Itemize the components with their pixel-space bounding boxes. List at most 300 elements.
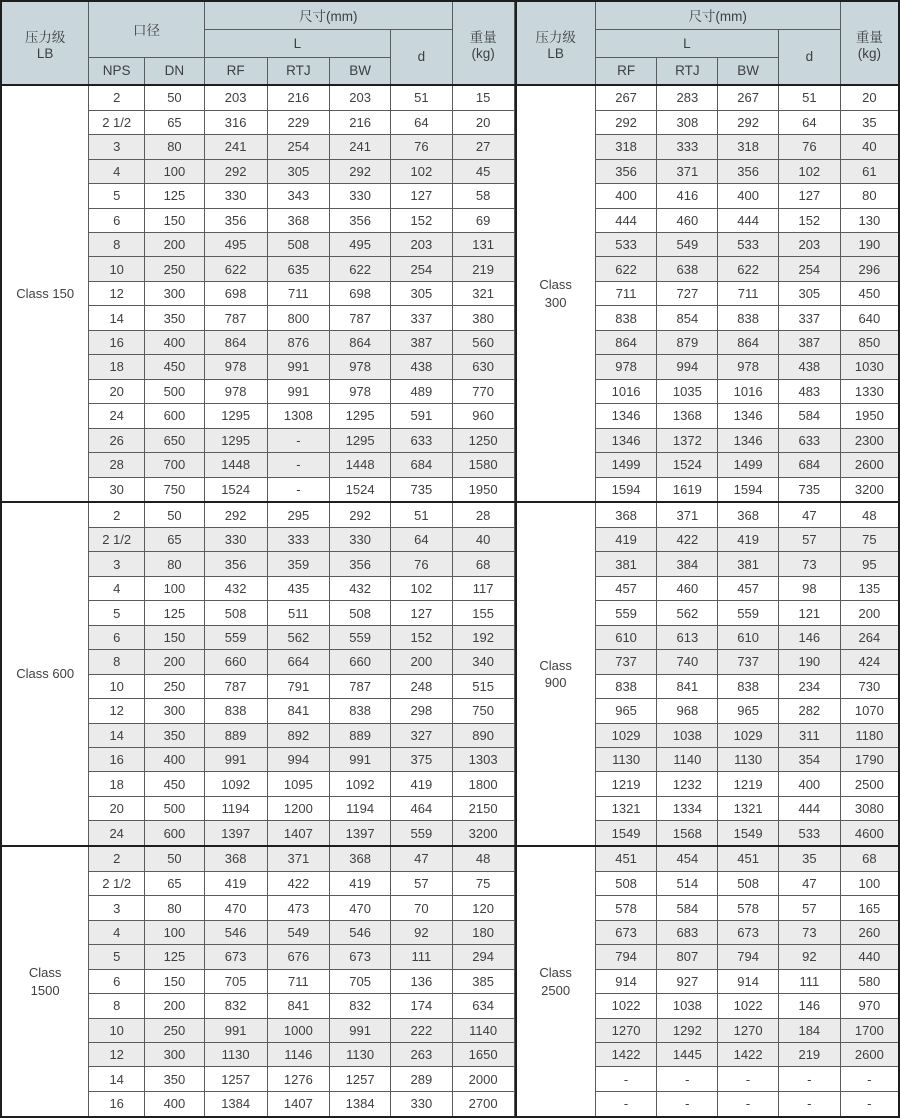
cell: 8 — [89, 650, 145, 674]
cell: 68 — [452, 552, 514, 576]
header-nps: NPS — [89, 57, 145, 85]
cell: 676 — [267, 945, 330, 969]
cell: 800 — [267, 306, 330, 330]
cell: 180 — [452, 920, 514, 944]
table-row — [516, 502, 900, 527]
cell: 438 — [391, 355, 453, 379]
cell: 533 — [595, 232, 657, 256]
cell: 2 1/2 — [89, 871, 145, 895]
cell: 1130 — [718, 748, 779, 772]
cell: 356 — [718, 159, 779, 183]
cell: 254 — [778, 257, 840, 281]
cell: 838 — [718, 306, 779, 330]
cell: 340 — [452, 650, 514, 674]
cell: 100 — [145, 576, 205, 600]
cell: 580 — [840, 969, 899, 993]
header-size-mm: 尺寸(mm) — [204, 1, 452, 29]
cell: 330 — [330, 184, 391, 208]
cell: 1407 — [267, 1091, 330, 1117]
cell: 1232 — [657, 772, 718, 796]
cell: 16 — [89, 748, 145, 772]
header-pressure-class-line2: LB — [36, 45, 54, 61]
cell: 500 — [145, 796, 205, 820]
cell: 111 — [778, 969, 840, 993]
cell: 1130 — [595, 748, 657, 772]
cell: 1194 — [330, 796, 391, 820]
cell: 841 — [267, 994, 330, 1018]
cell: 991 — [330, 748, 391, 772]
cell: 533 — [718, 232, 779, 256]
cell: 914 — [718, 969, 779, 993]
cell: 45 — [452, 159, 514, 183]
cell: 660 — [330, 650, 391, 674]
cell: 508 — [718, 871, 779, 895]
cell: 664 — [267, 650, 330, 674]
cell: 381 — [718, 552, 779, 576]
cell: 131 — [452, 232, 514, 256]
cell: 48 — [452, 846, 514, 871]
cell: 300 — [145, 281, 205, 305]
cell: 387 — [391, 330, 453, 354]
cell: 380 — [452, 306, 514, 330]
cell: 1445 — [657, 1043, 718, 1067]
cell: 117 — [452, 576, 514, 600]
cell: 559 — [204, 625, 267, 649]
cell: 464 — [391, 796, 453, 820]
cell: 58 — [452, 184, 514, 208]
cell: 864 — [204, 330, 267, 354]
header-row — [1, 1, 514, 29]
cell: 6 — [89, 625, 145, 649]
header-weight-line1: 重量 — [855, 29, 883, 45]
cell: 2 — [89, 846, 145, 871]
cell: 1448 — [204, 453, 267, 477]
header-d: d — [391, 29, 453, 85]
cell: 1038 — [657, 994, 718, 1018]
cell: 889 — [204, 723, 267, 747]
header-pressure-class — [516, 1, 596, 85]
cell: 965 — [595, 699, 657, 723]
cell: 28 — [452, 502, 514, 527]
cell: 432 — [204, 576, 267, 600]
header-pressure-class-line1: 压力级 — [535, 29, 576, 45]
cell: 838 — [718, 674, 779, 698]
cell: 1276 — [267, 1067, 330, 1091]
cell: 73 — [778, 920, 840, 944]
cell: 473 — [267, 896, 330, 920]
cell: 559 — [391, 821, 453, 846]
cell: 300 — [145, 1043, 205, 1067]
cell: 267 — [718, 85, 779, 110]
cell: 65 — [145, 871, 205, 895]
cell: 47 — [778, 871, 840, 895]
cell: 330 — [204, 527, 267, 551]
cell: 1070 — [840, 699, 899, 723]
cell: 1035 — [657, 379, 718, 403]
cell: 1422 — [718, 1043, 779, 1067]
header-l: L — [204, 29, 390, 57]
cell: 127 — [391, 601, 453, 625]
cell: 832 — [204, 994, 267, 1018]
cell: 30 — [89, 477, 145, 502]
cell: 2 1/2 — [89, 110, 145, 134]
cell: 489 — [391, 379, 453, 403]
cell: 578 — [718, 896, 779, 920]
cell: 1140 — [452, 1018, 514, 1042]
cell: 832 — [330, 994, 391, 1018]
cell: 460 — [657, 208, 718, 232]
header-rf: RF — [595, 57, 657, 85]
cell: 219 — [778, 1043, 840, 1067]
cell: 991 — [330, 1018, 391, 1042]
cell: 222 — [391, 1018, 453, 1042]
cell: 970 — [840, 994, 899, 1018]
cell: 400 — [145, 748, 205, 772]
cell: 991 — [267, 379, 330, 403]
cell: 1950 — [452, 477, 514, 502]
cell: 1407 — [267, 821, 330, 846]
cell: 1346 — [595, 428, 657, 452]
cell: 296 — [840, 257, 899, 281]
cell: 735 — [778, 477, 840, 502]
cell: 1022 — [718, 994, 779, 1018]
cell: 359 — [267, 552, 330, 576]
cell: 1346 — [718, 404, 779, 428]
cell: 791 — [267, 674, 330, 698]
cell: 1140 — [657, 748, 718, 772]
cell: 150 — [145, 208, 205, 232]
cell: 416 — [657, 184, 718, 208]
cell: 3080 — [840, 796, 899, 820]
cell: 50 — [145, 846, 205, 871]
cell: 549 — [657, 232, 718, 256]
cell: 316 — [204, 110, 267, 134]
cell: 70 — [391, 896, 453, 920]
cell: 1130 — [330, 1043, 391, 1067]
cell: 381 — [595, 552, 657, 576]
cell: 327 — [391, 723, 453, 747]
cell: 991 — [267, 355, 330, 379]
cell: 727 — [657, 281, 718, 305]
cell: 305 — [778, 281, 840, 305]
cell: 1219 — [595, 772, 657, 796]
cell: 622 — [718, 257, 779, 281]
cell: 330 — [204, 184, 267, 208]
cell: 610 — [595, 625, 657, 649]
cell: 622 — [204, 257, 267, 281]
cell: - — [267, 477, 330, 502]
cell: 356 — [330, 552, 391, 576]
table-row — [1, 502, 514, 527]
cell: 560 — [452, 330, 514, 354]
cell: 1397 — [330, 821, 391, 846]
cell: 5 — [89, 945, 145, 969]
cell: 483 — [778, 379, 840, 403]
cell: 330 — [391, 1091, 453, 1117]
cell: 375 — [391, 748, 453, 772]
cell: 65 — [145, 110, 205, 134]
cell: 591 — [391, 404, 453, 428]
cell: 1092 — [204, 772, 267, 796]
cell: 10 — [89, 1018, 145, 1042]
cell: 740 — [657, 650, 718, 674]
cell: 634 — [452, 994, 514, 1018]
cell: 4 — [89, 576, 145, 600]
cell: 698 — [330, 281, 391, 305]
cell: 432 — [330, 576, 391, 600]
cell: 76 — [391, 552, 453, 576]
header-weight-line1: 重量 — [469, 29, 497, 45]
cell: 444 — [595, 208, 657, 232]
cell: 1016 — [718, 379, 779, 403]
pressure-class-label: Class 1500 — [1, 846, 89, 1117]
header-d: d — [778, 29, 840, 85]
cell: 1180 — [840, 723, 899, 747]
cell: 444 — [718, 208, 779, 232]
cell: 200 — [145, 994, 205, 1018]
cell: 978 — [330, 355, 391, 379]
cell: 650 — [145, 428, 205, 452]
cell: 440 — [840, 945, 899, 969]
cell: 1022 — [595, 994, 657, 1018]
cell: 300 — [145, 699, 205, 723]
cell: 864 — [595, 330, 657, 354]
cell: 889 — [330, 723, 391, 747]
cell: 500 — [145, 379, 205, 403]
cell: 633 — [778, 428, 840, 452]
cell: 1330 — [840, 379, 899, 403]
cell: 127 — [391, 184, 453, 208]
cell: 2 — [89, 502, 145, 527]
cell: 1950 — [840, 404, 899, 428]
cell: 1524 — [204, 477, 267, 502]
cell: 121 — [778, 601, 840, 625]
cell: 460 — [657, 576, 718, 600]
cell: 57 — [778, 896, 840, 920]
cell: 136 — [391, 969, 453, 993]
cell: - — [267, 453, 330, 477]
header-bore: 口径 — [89, 1, 205, 57]
cell: 978 — [330, 379, 391, 403]
cell: 254 — [391, 257, 453, 281]
cell: 174 — [391, 994, 453, 1018]
header-weight-line2: (kg) — [857, 45, 881, 61]
cell: 400 — [595, 184, 657, 208]
cell: 514 — [657, 871, 718, 895]
header-l: L — [595, 29, 778, 57]
cell: 1384 — [204, 1091, 267, 1117]
table-row — [1, 85, 514, 110]
cell: 1422 — [595, 1043, 657, 1067]
cell: 368 — [595, 502, 657, 527]
cell: 200 — [391, 650, 453, 674]
cell: 559 — [330, 625, 391, 649]
cell: 1194 — [204, 796, 267, 820]
cell: 684 — [391, 453, 453, 477]
cell: 100 — [145, 159, 205, 183]
cell: 165 — [840, 896, 899, 920]
cell: 292 — [330, 159, 391, 183]
cell: 1372 — [657, 428, 718, 452]
cell: 184 — [778, 1018, 840, 1042]
cell: 1499 — [718, 453, 779, 477]
cell: 76 — [391, 135, 453, 159]
cell: 40 — [840, 135, 899, 159]
cell: 864 — [330, 330, 391, 354]
cell: 384 — [657, 552, 718, 576]
cell: 700 — [145, 453, 205, 477]
cell: 50 — [145, 85, 205, 110]
cell: 750 — [145, 477, 205, 502]
cell: 330 — [330, 527, 391, 551]
cell: 350 — [145, 306, 205, 330]
header-bw: BW — [330, 57, 391, 85]
cell: 14 — [89, 1067, 145, 1091]
cell: 308 — [657, 110, 718, 134]
cell: 241 — [204, 135, 267, 159]
cell: 787 — [204, 674, 267, 698]
cell: 120 — [452, 896, 514, 920]
cell: 10 — [89, 674, 145, 698]
cell: 1308 — [267, 404, 330, 428]
cell: 294 — [452, 945, 514, 969]
cell: 50 — [145, 502, 205, 527]
right-table-body — [516, 85, 900, 1117]
cell: 787 — [330, 306, 391, 330]
cell: 1250 — [452, 428, 514, 452]
cell: 978 — [204, 355, 267, 379]
pressure-class-label: Class 2500 — [516, 846, 596, 1117]
cell: 1029 — [718, 723, 779, 747]
cell: 12 — [89, 699, 145, 723]
cell: 27 — [452, 135, 514, 159]
cell: 419 — [204, 871, 267, 895]
cell: 203 — [204, 85, 267, 110]
header-dn: DN — [145, 57, 205, 85]
cell: 155 — [452, 601, 514, 625]
cell: 51 — [778, 85, 840, 110]
cell: - — [595, 1091, 657, 1117]
cell: 311 — [778, 723, 840, 747]
cell: 100 — [145, 920, 205, 944]
pressure-class-label: Class 150 — [1, 85, 89, 502]
cell: 200 — [145, 232, 205, 256]
cell: 75 — [840, 527, 899, 551]
cell: 673 — [330, 945, 391, 969]
cell: 450 — [840, 281, 899, 305]
header-pressure-class — [1, 1, 89, 85]
cell: 1029 — [595, 723, 657, 747]
cell: 584 — [778, 404, 840, 428]
cell: 562 — [657, 601, 718, 625]
cell: 4 — [89, 920, 145, 944]
cell: 991 — [204, 1018, 267, 1042]
cell: 1295 — [204, 428, 267, 452]
cell: 305 — [267, 159, 330, 183]
cell: 457 — [595, 576, 657, 600]
cell: 248 — [391, 674, 453, 698]
cell: 400 — [778, 772, 840, 796]
cell: 1499 — [595, 453, 657, 477]
cell: 125 — [145, 945, 205, 969]
cell: 584 — [657, 896, 718, 920]
cell: 1295 — [330, 428, 391, 452]
cell: 892 — [267, 723, 330, 747]
cell: 1700 — [840, 1018, 899, 1042]
cell: 135 — [840, 576, 899, 600]
cell: 24 — [89, 821, 145, 846]
cell: 356 — [595, 159, 657, 183]
cell: 57 — [391, 871, 453, 895]
cell: 419 — [595, 527, 657, 551]
cell: 698 — [204, 281, 267, 305]
cell: 16 — [89, 1091, 145, 1117]
cell: 635 — [267, 257, 330, 281]
cell: 711 — [718, 281, 779, 305]
cell: 610 — [718, 625, 779, 649]
cell: 1800 — [452, 772, 514, 796]
cell: 350 — [145, 723, 205, 747]
cell: 64 — [391, 527, 453, 551]
cell: 470 — [204, 896, 267, 920]
cell: 991 — [204, 748, 267, 772]
cell: 2150 — [452, 796, 514, 820]
cell: 546 — [330, 920, 391, 944]
cell: 438 — [778, 355, 840, 379]
cell: 787 — [204, 306, 267, 330]
cell: 419 — [391, 772, 453, 796]
cell: 1619 — [657, 477, 718, 502]
cell: 283 — [657, 85, 718, 110]
cell: 511 — [267, 601, 330, 625]
cell: 3 — [89, 896, 145, 920]
cell: 6 — [89, 969, 145, 993]
header-rtj: RTJ — [657, 57, 718, 85]
cell: 879 — [657, 330, 718, 354]
cell: 20 — [89, 379, 145, 403]
cell: 838 — [595, 306, 657, 330]
cell: 1790 — [840, 748, 899, 772]
cell: 24 — [89, 404, 145, 428]
cell: 12 — [89, 281, 145, 305]
pressure-class-label: Class 300 — [516, 85, 596, 502]
cell: 152 — [391, 625, 453, 649]
cell: 125 — [145, 184, 205, 208]
cell: 422 — [267, 871, 330, 895]
cell: 318 — [718, 135, 779, 159]
cell: 422 — [657, 527, 718, 551]
cell: 1095 — [267, 772, 330, 796]
header-weight — [840, 1, 899, 85]
cell: - — [595, 1067, 657, 1091]
cell: 76 — [778, 135, 840, 159]
cell: 241 — [330, 135, 391, 159]
cell: 1397 — [204, 821, 267, 846]
cell: 371 — [267, 846, 330, 871]
left-table-header — [1, 1, 514, 85]
cell: 400 — [145, 1091, 205, 1117]
cell: 400 — [145, 330, 205, 354]
cell: 150 — [145, 625, 205, 649]
cell: 371 — [657, 159, 718, 183]
cell: 533 — [778, 821, 840, 846]
cell: 385 — [452, 969, 514, 993]
cell: 368 — [204, 846, 267, 871]
cell: 1549 — [718, 821, 779, 846]
cell: 47 — [778, 502, 840, 527]
cell: 368 — [267, 208, 330, 232]
cell: 10 — [89, 257, 145, 281]
